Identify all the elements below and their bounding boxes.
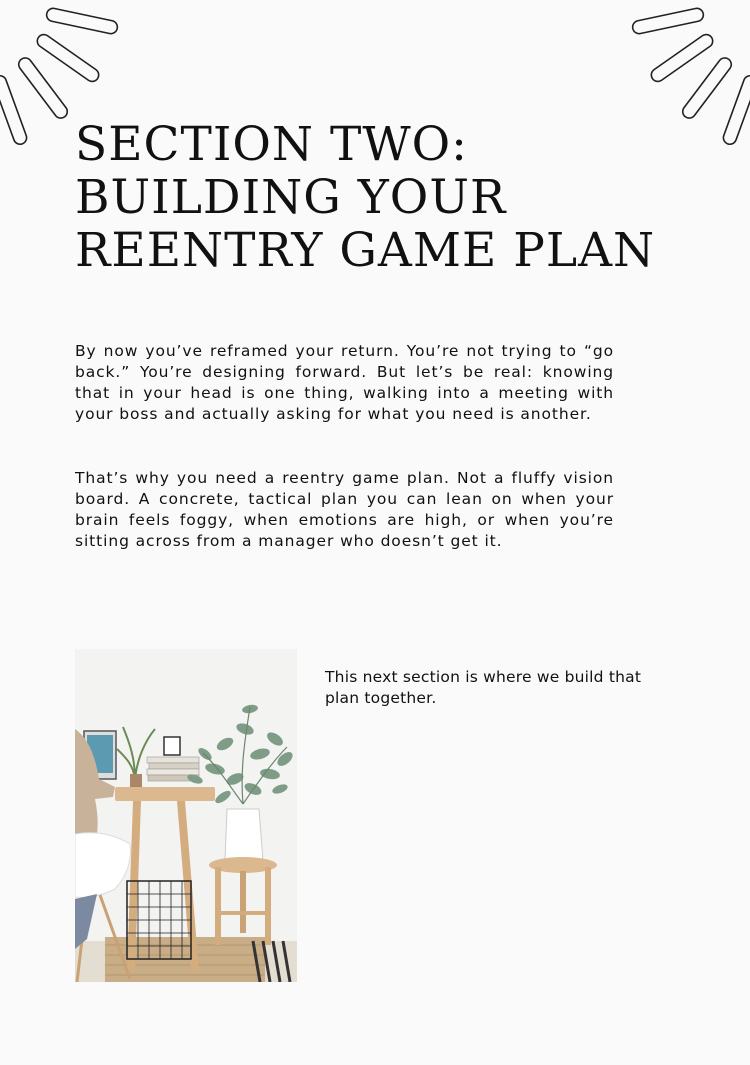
section-title-line-1: SECTION TWO: <box>75 117 469 172</box>
intro-paragraph: By now you’ve reframed your return. You’re not trying to “go back.” You’re designing forward. But let’s be real: knowing that in your head is one thing, walking into a meeting with your boss and actually asking for what you need is another. <box>75 342 614 423</box>
section-title-line-2: BUILDING YOUR <box>75 170 507 225</box>
home-office-photo <box>75 649 297 982</box>
section-title <box>75 118 695 277</box>
next-section-note: This next section is where we build that plan together. <box>325 668 642 707</box>
game-plan-paragraph: That’s why you need a reentry game plan. Not a fluffy vision board. A concrete, tactical plan you can lean on when your brain feels foggy, when emotions are high, or when you’re sitting across from a manager who doesn’t get it. <box>75 469 614 550</box>
section-title-line-3: REENTRY GAME PLAN <box>75 223 656 278</box>
